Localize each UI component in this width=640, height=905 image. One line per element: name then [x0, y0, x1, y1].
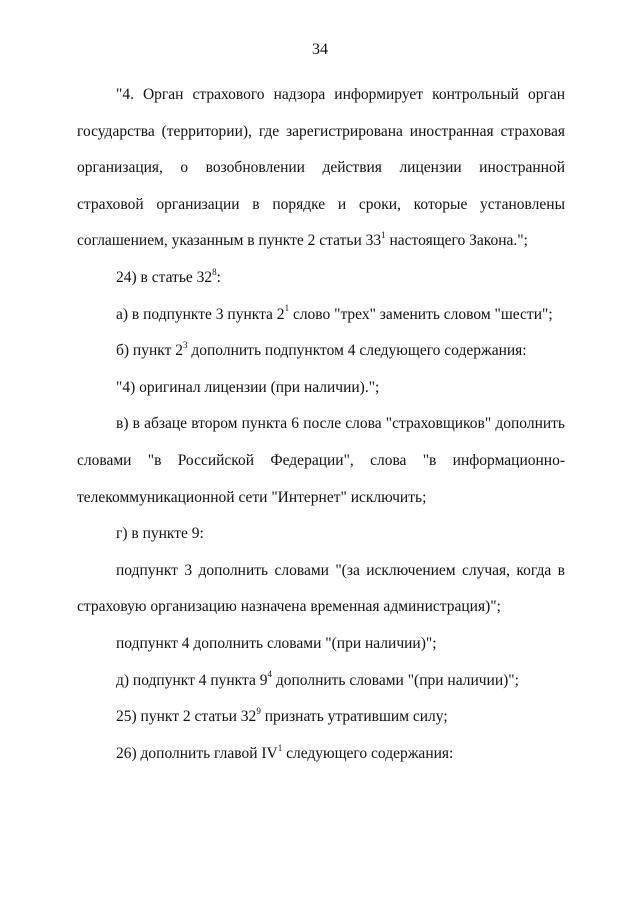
- superscript: 4: [267, 669, 272, 680]
- paragraph-item-24: [77, 260, 565, 297]
- paragraph-subparagraph-3: подпункт 3 дополнить словами "(за исключением случая, когда в страховую организацию назначена временная администрация)";: [77, 561, 565, 616]
- paragraph-text: 26) дополнить главой IV: [116, 744, 278, 762]
- paragraph-text: "4. Орган страхового надзора информирует контрольный орган государства (территории), где зарегистрирована иностранная страховая организация, о возобновлении действия лицензии иностранной страховой организации в порядке и сроки, которые установлены соглашением, указанным в пункте 2 статьи 33: [77, 86, 565, 250]
- superscript: 8: [212, 266, 217, 277]
- paragraph-text-tail: :: [216, 268, 221, 286]
- superscript: 1: [284, 303, 290, 314]
- paragraph-item-26: [77, 736, 565, 773]
- paragraph-text-tail: признать утратившим силу;: [260, 708, 448, 726]
- paragraph-text-tail: дополнить подпунктом 4 следующего содержания:: [187, 342, 527, 360]
- superscript: 9: [256, 705, 261, 716]
- superscript: 1: [381, 230, 386, 241]
- document-body: [77, 77, 565, 772]
- paragraph-text-tail: слово "трех" заменить словом "шести";: [289, 305, 553, 323]
- paragraph-subitem-b: [77, 333, 565, 370]
- paragraph-subitem-g: г) в пункте 9:: [116, 525, 204, 543]
- paragraph-original-license: "4) оригинал лицензии (при наличии).";: [116, 378, 380, 396]
- paragraph-subitem-d: [77, 663, 565, 700]
- paragraph-text-tail: следующего содержания:: [282, 744, 454, 762]
- paragraph-subitem-v: в) в абзаце втором пункта 6 после слова "страховщиков" дополнить словами "в Российской Федерации", слова "в информационно-телекоммуникационной сети "Интернет" исключить;: [77, 415, 565, 506]
- paragraph-text-tail: дополнить словами "(при наличии)";: [271, 671, 519, 689]
- superscript: 1: [277, 742, 283, 753]
- page-number: 34: [312, 41, 328, 58]
- superscript: 3: [183, 340, 188, 350]
- paragraph-foreign-insurer-license: [77, 77, 565, 260]
- paragraph-text: б) пункт 2: [116, 342, 183, 360]
- paragraph-subitem-a: [77, 297, 565, 334]
- paragraph-item-25: [77, 699, 565, 736]
- paragraph-text: а) в подпункте 3 пункта 2: [116, 305, 285, 323]
- paragraph-text: 24) в статье 32: [116, 268, 213, 286]
- paragraph-text: д) подпункт 4 пункта 9: [116, 671, 268, 689]
- paragraph-subparagraph-4: подпункт 4 дополнить словами "(при наличии)";: [116, 634, 437, 652]
- paragraph-text: 25) пункт 2 статьи 32: [116, 708, 257, 726]
- paragraph-text-tail: настоящего Закона.";: [385, 232, 528, 250]
